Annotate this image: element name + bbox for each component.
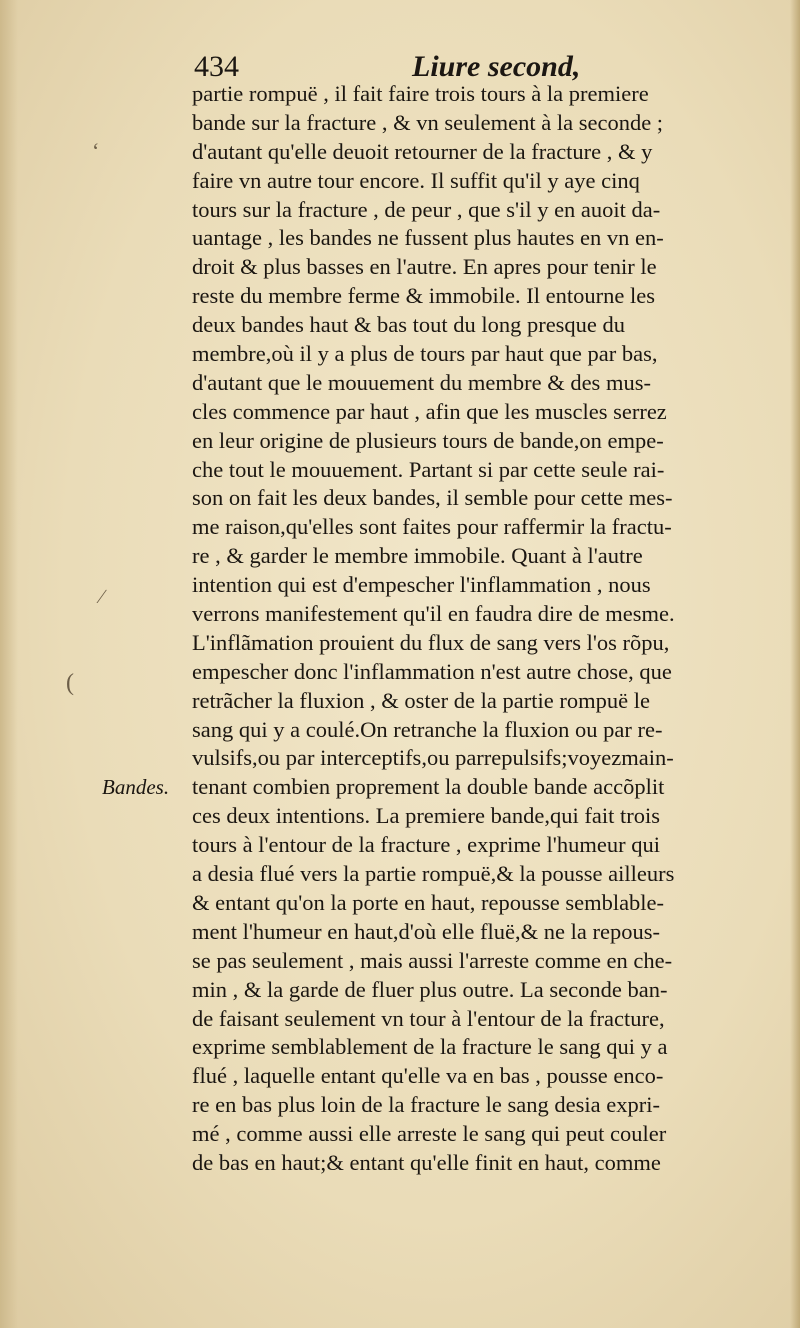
margin-stray-mark: (	[66, 670, 74, 696]
text-line: tenant combien proprement la double bande accõplit	[192, 774, 665, 800]
text-line: de bas en haut;& entant qu'elle finit en haut, comme	[192, 1149, 661, 1175]
text-line: reste du membre ferme & immobile. Il entourne les	[192, 283, 655, 309]
text-line: deux bandes haut & bas tout du long presque du	[192, 312, 626, 338]
text-line: me raison,qu'elles sont faites pour raffermir la fractu-	[192, 514, 672, 540]
page-right-edge-shadow	[790, 0, 800, 1328]
text-line: che tout le mouuement. Partant si par cette seule rai-	[192, 456, 665, 482]
text-line: bande sur la fracture , & vn seulement à la seconde ;	[192, 109, 664, 135]
page-number: 434	[194, 50, 239, 83]
text-line: sang qui y a coulé.On retranche la fluxion ou par re-	[192, 716, 663, 742]
text-line: faire vn autre tour encore. Il suffit qu'il y aye cinq	[192, 167, 640, 193]
text-line: ces deux intentions. La premiere bande,qui fait trois	[192, 803, 660, 829]
margin-note: Bandes.	[102, 775, 170, 799]
text-line: exprime semblablement de la fracture le sang qui y a	[192, 1034, 668, 1060]
text-line: flué , laquelle entant qu'elle va en bas , pousse enco-	[192, 1063, 664, 1089]
text-line: partie rompuë , il fait faire trois tours à la premiere	[192, 81, 649, 106]
text-line: son on fait les deux bandes, il semble pour cette mes-	[192, 485, 673, 511]
text-line: re , & garder le membre immobile. Quant à l'autre	[192, 543, 643, 569]
text-line: se pas seulement , mais aussi l'arreste comme en che-	[192, 947, 673, 973]
text-line: & entant qu'on la porte en haut, repousse semblable-	[192, 889, 665, 915]
running-head: Liure second,	[412, 50, 581, 83]
text-line: uantage , les bandes ne fussent plus hautes en vn en-	[192, 225, 664, 251]
text-line: re en bas plus loin de la fracture le sang desia expri-	[192, 1092, 660, 1118]
text-line: ment l'humeur en haut,d'où elle fluë,& ne la repous-	[192, 918, 660, 944]
text-line: verrons manifestement qu'il en faudra dire de mesme.	[192, 601, 675, 627]
text-line: mé , comme aussi elle arreste le sang qui peut couler	[192, 1121, 667, 1147]
text-line: d'autant qu'elle deuoit retourner de la fracture , & y	[192, 138, 653, 164]
page-left-edge-shadow	[0, 0, 18, 1328]
text-line: droit & plus basses en l'autre. En apres pour tenir le	[192, 254, 657, 280]
text-line: en leur origine de plusieurs tours de bande,on empe-	[192, 427, 664, 453]
text-line: vulsifs,ou par interceptifs,ou parrepulsifs;voyezmain-	[192, 745, 674, 771]
text-line: retrãcher la fluxion , & oster de la partie rompuë le	[192, 687, 650, 713]
margin-stray-mark: ∕	[100, 586, 104, 608]
text-line: de faisant seulement vn tour à l'entour de la fracture,	[192, 1005, 665, 1031]
text-line: min , & la garde de fluer plus outre. La seconde ban-	[192, 976, 668, 1002]
body-text	[192, 80, 772, 1178]
text-line: tours sur la fracture , de peur , que s'il y en auoit da-	[192, 196, 661, 222]
text-line: a desia flué vers la partie rompuë,& la pousse ailleurs	[192, 861, 675, 887]
text-line: empescher donc l'inflammation n'est autre chose, que	[192, 658, 672, 684]
text-line: intention qui est d'empescher l'inflammation , nous	[192, 572, 651, 598]
margin-stray-mark: ‘	[92, 138, 100, 163]
text-line: tours à l'entour de la fracture , exprime l'humeur qui	[192, 832, 660, 858]
text-line: membre,où il y a plus de tours par haut que par bas,	[192, 341, 658, 367]
text-line: L'inflãmation prouient du flux de sang vers l'os rõpu,	[192, 629, 670, 655]
text-line: d'autant que le mouuement du membre & des mus-	[192, 369, 651, 395]
text-line: cles commence par haut , afin que les muscles serrez	[192, 398, 667, 424]
